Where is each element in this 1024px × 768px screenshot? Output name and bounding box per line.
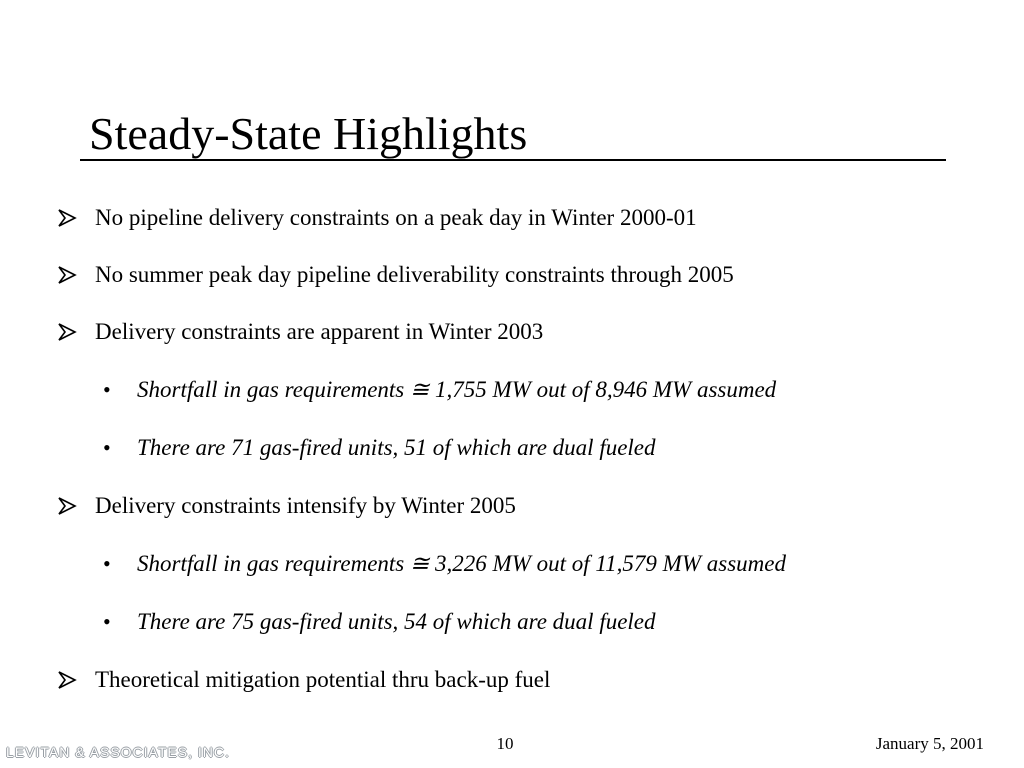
sub-bullet-text: Shortfall in gas requirements ≅ 3,226 MW out of 11,579 MW assumed bbox=[137, 551, 786, 576]
bullet-dot: • bbox=[103, 377, 111, 402]
arrowhead-bullet-icon bbox=[57, 670, 77, 690]
bullet-text: Delivery constraints are apparent in Winter 2003 bbox=[95, 319, 544, 344]
sub-bullet-text: Shortfall in gas requirements ≅ 1,755 MW out of 8,946 MW assumed bbox=[137, 377, 777, 402]
sub-bullet-text: There are 71 gas-fired units, 51 of which are dual fueled bbox=[137, 435, 656, 460]
bullet-dot: • bbox=[103, 551, 111, 576]
arrowhead-bullet-icon bbox=[57, 265, 77, 285]
arrowhead-bullet-icon bbox=[57, 496, 77, 516]
arrowhead-bullet-icon bbox=[57, 208, 77, 228]
bullet-text: Theoretical mitigation potential thru back-up fuel bbox=[95, 667, 551, 692]
bullet-text: No pipeline delivery constraints on a peak day in Winter 2000-01 bbox=[95, 205, 697, 230]
slide-date: January 5, 2001 bbox=[875, 734, 984, 753]
title-underline bbox=[80, 159, 946, 161]
page-number: 10 bbox=[496, 734, 514, 753]
bullet-text: Delivery constraints intensify by Winter 2005 bbox=[95, 493, 516, 518]
sub-bullet-text: There are 75 gas-fired units, 54 of which are dual fueled bbox=[137, 609, 656, 634]
bullet-dot: • bbox=[103, 609, 111, 634]
bullet-dot: • bbox=[103, 435, 111, 460]
bullet-text: No summer peak day pipeline deliverability constraints through 2005 bbox=[95, 262, 734, 287]
slide-title: Steady-State Highlights bbox=[89, 108, 528, 159]
company-logo: LEVITAN & ASSOCIATES, INC. bbox=[6, 744, 230, 760]
arrowhead-bullet-icon bbox=[57, 322, 77, 342]
